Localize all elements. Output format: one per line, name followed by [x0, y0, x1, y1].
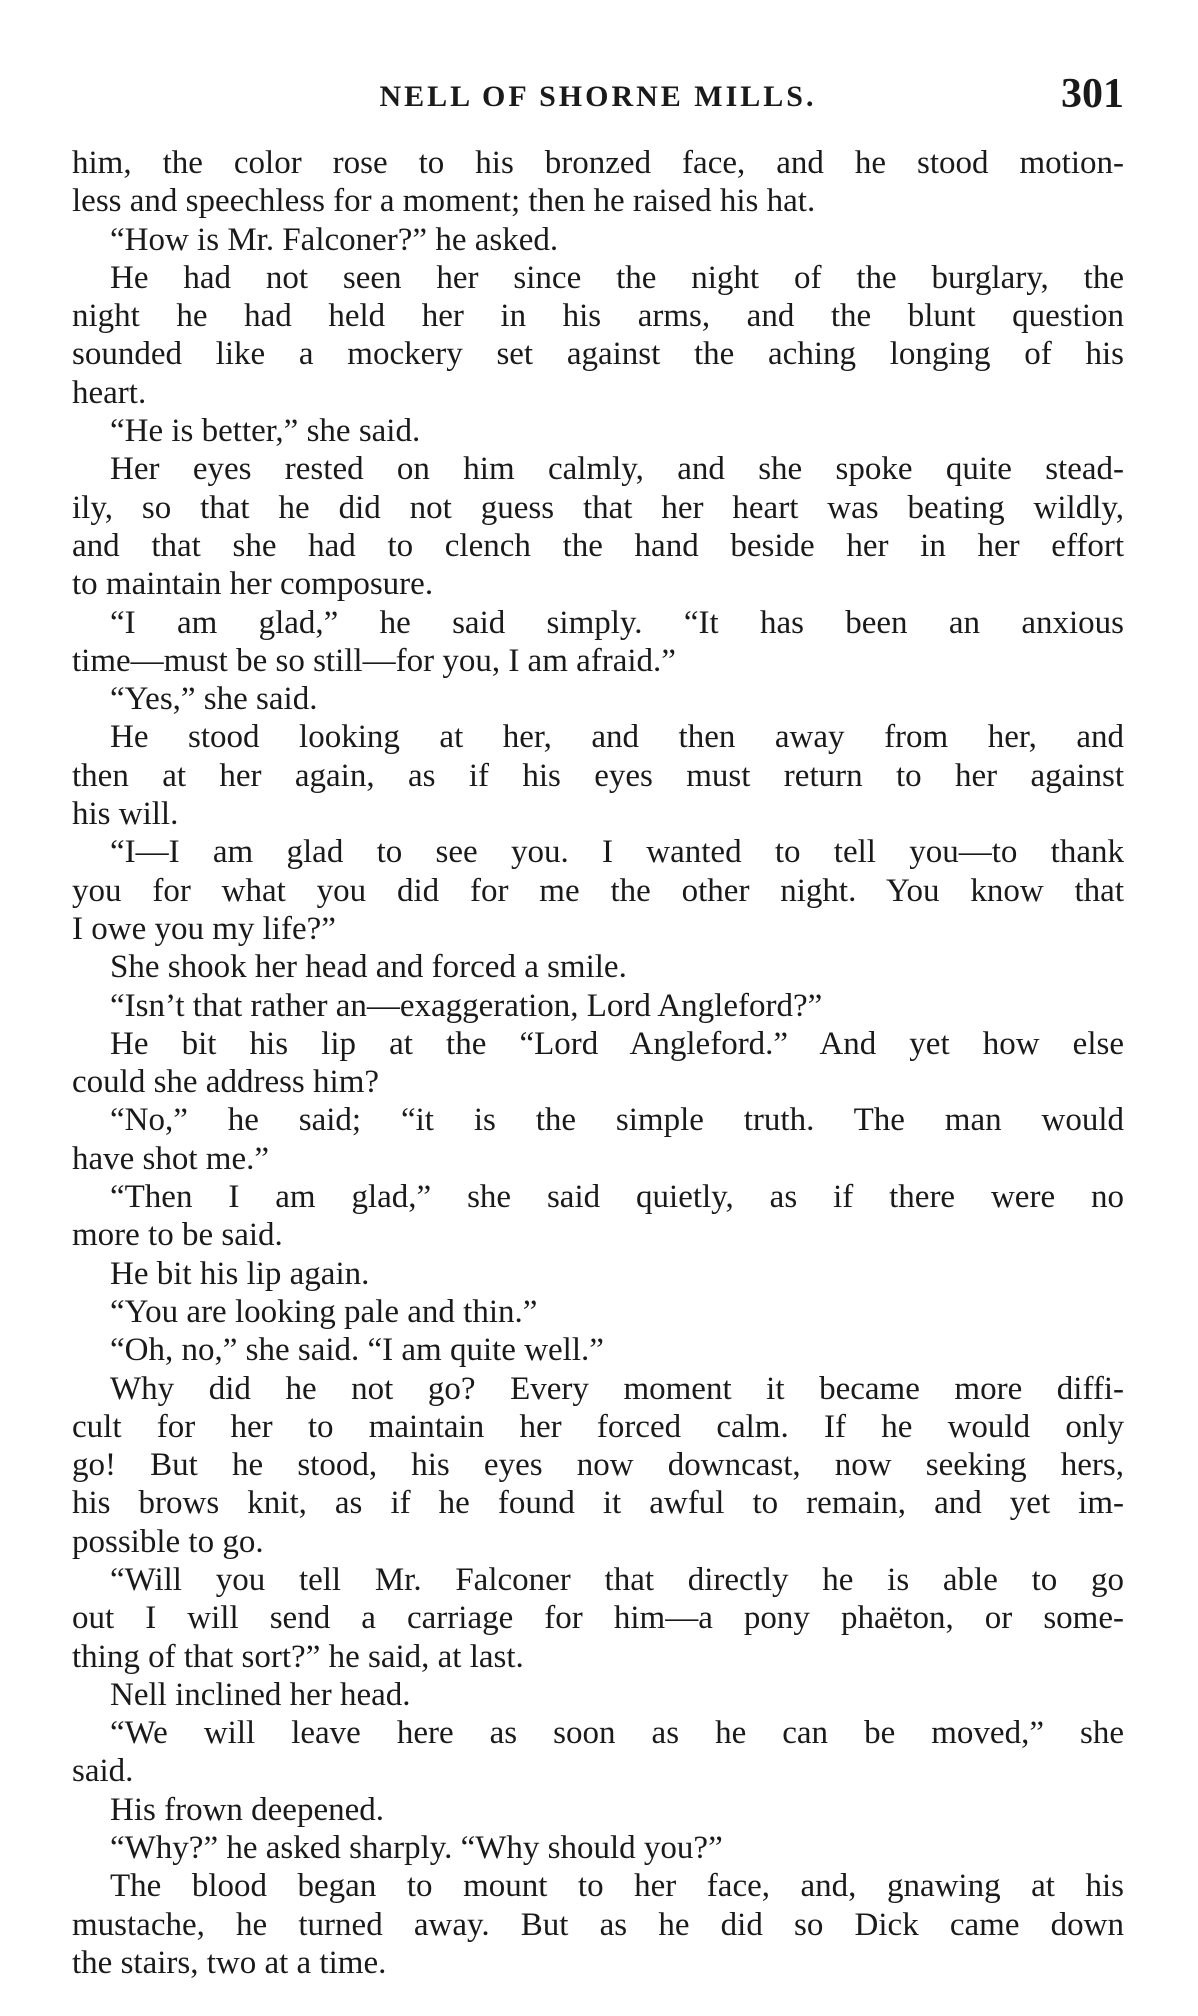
text-line: “Oh, no,” she said. “I am quite well.” [110, 1332, 604, 1369]
text-line: “Why?” he asked sharply. “Why should you?” [110, 1830, 723, 1867]
text-line: ily, so that he did not guess that her heart was beating wildly, [72, 489, 1124, 526]
text-line: heart. [72, 374, 147, 411]
text-line: I owe you my life?” [72, 910, 336, 947]
text-line: his will. [72, 796, 179, 833]
text-line: cult for her to maintain her forced calm. If he would only [72, 1408, 1124, 1445]
text-line: “He is better,” she said. [110, 413, 421, 450]
text-line: mustache, he turned away. But as he did so Dick came down [72, 1906, 1124, 1943]
text-line: “I—I am glad to see you. I wanted to tell you—to thank [110, 834, 1124, 871]
text-line: He had not seen her since the night of the burglary, the [110, 259, 1124, 296]
page-header [72, 66, 1124, 126]
text-line: “Isn’t that rather an—exaggeration, Lord Angleford?” [110, 987, 823, 1024]
text-line: “No,” he said; “it is the simple truth. The man would [110, 1102, 1124, 1139]
text-line: out I will send a carriage for him—a pony phaëton, or some- [72, 1600, 1124, 1637]
page-number: 301 [1061, 71, 1124, 117]
text-line: go! But he stood, his eyes now downcast, now seeking hers, [72, 1447, 1124, 1484]
text-line: He bit his lip again. [110, 1255, 370, 1292]
text-line: He bit his lip at the “Lord Angleford.” And yet how else [110, 1025, 1124, 1062]
text-line: you for what you did for me the other night. You know that [72, 872, 1124, 909]
text-line: “We will leave here as soon as he can be moved,” she [110, 1715, 1124, 1752]
text-line: “You are looking pale and thin.” [110, 1293, 538, 1330]
text-line: have shot me.” [72, 1140, 270, 1177]
body-text [72, 144, 1124, 1982]
text-line: Nell inclined her head. [110, 1676, 411, 1713]
text-line: “Yes,” she said. [110, 681, 318, 718]
text-line: less and speechless for a moment; then he raised his hat. [72, 183, 816, 220]
text-line: “I am glad,” he said simply. “It has been an anxious [110, 604, 1124, 641]
text-line: He stood looking at her, and then away from her, and [110, 719, 1124, 756]
running-head: NELL OF SHORNE MILLS. [379, 80, 817, 113]
text-line: possible to go. [72, 1523, 264, 1560]
text-line: time—must be so still—for you, I am afraid.” [72, 642, 676, 679]
text-line: “Then I am glad,” she said quietly, as if there were no [110, 1179, 1124, 1216]
text-line: “Will you tell Mr. Falconer that directly he is able to go [110, 1561, 1124, 1598]
text-line: to maintain her composure. [72, 566, 434, 603]
text-line: She shook her head and forced a smile. [110, 949, 627, 986]
text-line: more to be said. [72, 1217, 283, 1254]
text-line: and that she had to clench the hand beside her in her effort [72, 527, 1124, 564]
text-line: His frown deepened. [110, 1791, 384, 1828]
text-line: said. [72, 1753, 134, 1790]
text-line: him, the color rose to his bronzed face, and he stood motion- [72, 145, 1124, 181]
text-line: night he had held her in his arms, and the blunt question [72, 298, 1124, 335]
text-line: Why did he not go? Every moment it became more diffi- [110, 1370, 1124, 1407]
text-line: the stairs, two at a time. [72, 1944, 387, 1981]
text-line: thing of that sort?” he said, at last. [72, 1638, 524, 1675]
text-line: sounded like a mockery set against the aching longing of his [72, 336, 1124, 373]
text-line: The blood began to mount to her face, and, gnawing at his [110, 1868, 1124, 1905]
text-line: his brows knit, as if he found it awful to remain, and yet im- [72, 1485, 1124, 1522]
text-line: “How is Mr. Falconer?” he asked. [110, 221, 559, 258]
text-line: could she address him? [72, 1064, 380, 1101]
text-line: then at her again, as if his eyes must return to her against [72, 757, 1124, 794]
text-line: Her eyes rested on him calmly, and she spoke quite stead- [110, 451, 1124, 488]
